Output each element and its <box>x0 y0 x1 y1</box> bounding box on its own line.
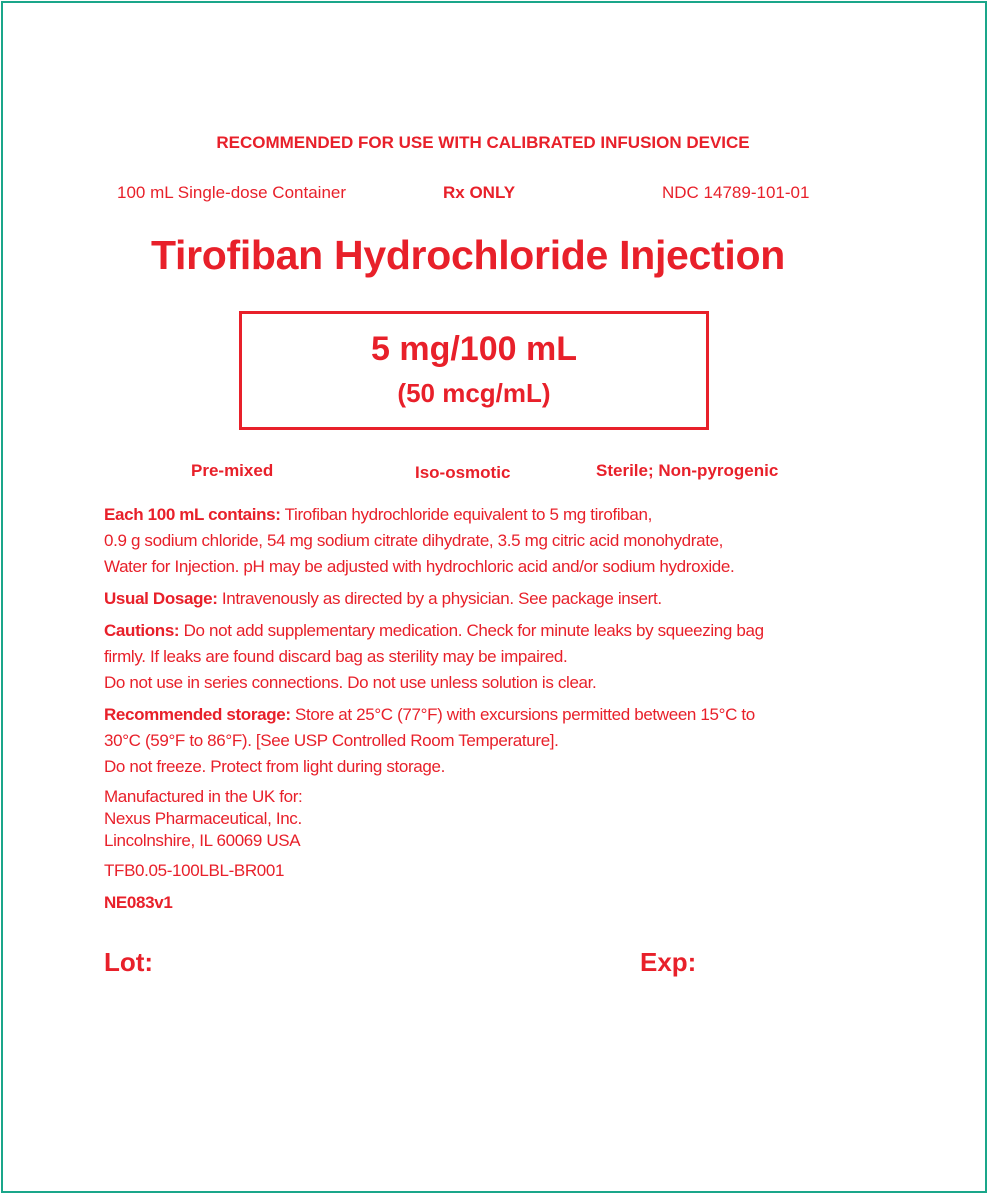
version-code: NE083v1 <box>104 893 173 912</box>
label-body <box>104 502 924 922</box>
dosage-section: Usual Dosage: Intravenously as directed by a physician. See package insert. <box>104 589 662 608</box>
cautions-section: Cautions: Do not add supplementary medication. Check for minute leaks by squeezing bag firmly. If leaks are found discard bag as sterility may be impaired. Do not use in series connections. Do not use unless solution is clear. <box>104 621 764 692</box>
storage-section: Recommended storage: Store at 25°C (77°F) with excursions permitted between 15°C to 30°C (59°F to 86°F). [See USP Controlled Room Temperature]. Do not freeze. Protect from light during storage. <box>104 705 755 776</box>
rx-only: Rx ONLY <box>443 183 516 202</box>
strength-main: 5 mg/100 mL <box>371 330 577 368</box>
product-title: Tirofiban Hydrochloride Injection <box>150 232 785 278</box>
contains-section: Each 100 mL contains: Tirofiban hydrochloride equivalent to 5 mg tirofiban, 0.9 g sodium chloride, 54 mg sodium citrate dihydrate, 3.5 mg citric acid monohydrate, Water for Injection. pH may be adjusted with hydrochloric acid and/or sodium hydroxide. <box>104 505 735 576</box>
feature-iso-osmotic: Iso-osmotic <box>415 463 511 482</box>
exp-label: Exp: <box>640 947 697 977</box>
label-code: TFB0.05-100LBL-BR001 <box>104 861 285 880</box>
ndc-number: NDC 14789-101-01 <box>662 183 810 202</box>
container-size: 100 mL Single-dose Container <box>117 183 347 202</box>
feature-premixed: Pre-mixed <box>191 461 274 480</box>
feature-sterile: Sterile; Non-pyrogenic <box>596 461 779 480</box>
lot-label: Lot: <box>104 947 154 977</box>
strength-box <box>239 311 709 430</box>
manufacturer-section: Manufactured in the UK for: Nexus Pharmaceutical, Inc. Lincolnshire, IL 60069 USA <box>104 787 303 850</box>
strength-per-ml: (50 mcg/mL) <box>397 378 551 408</box>
infusion-device-warning: RECOMMENDED FOR USE WITH CALIBRATED INFUSION DEVICE <box>216 133 750 152</box>
